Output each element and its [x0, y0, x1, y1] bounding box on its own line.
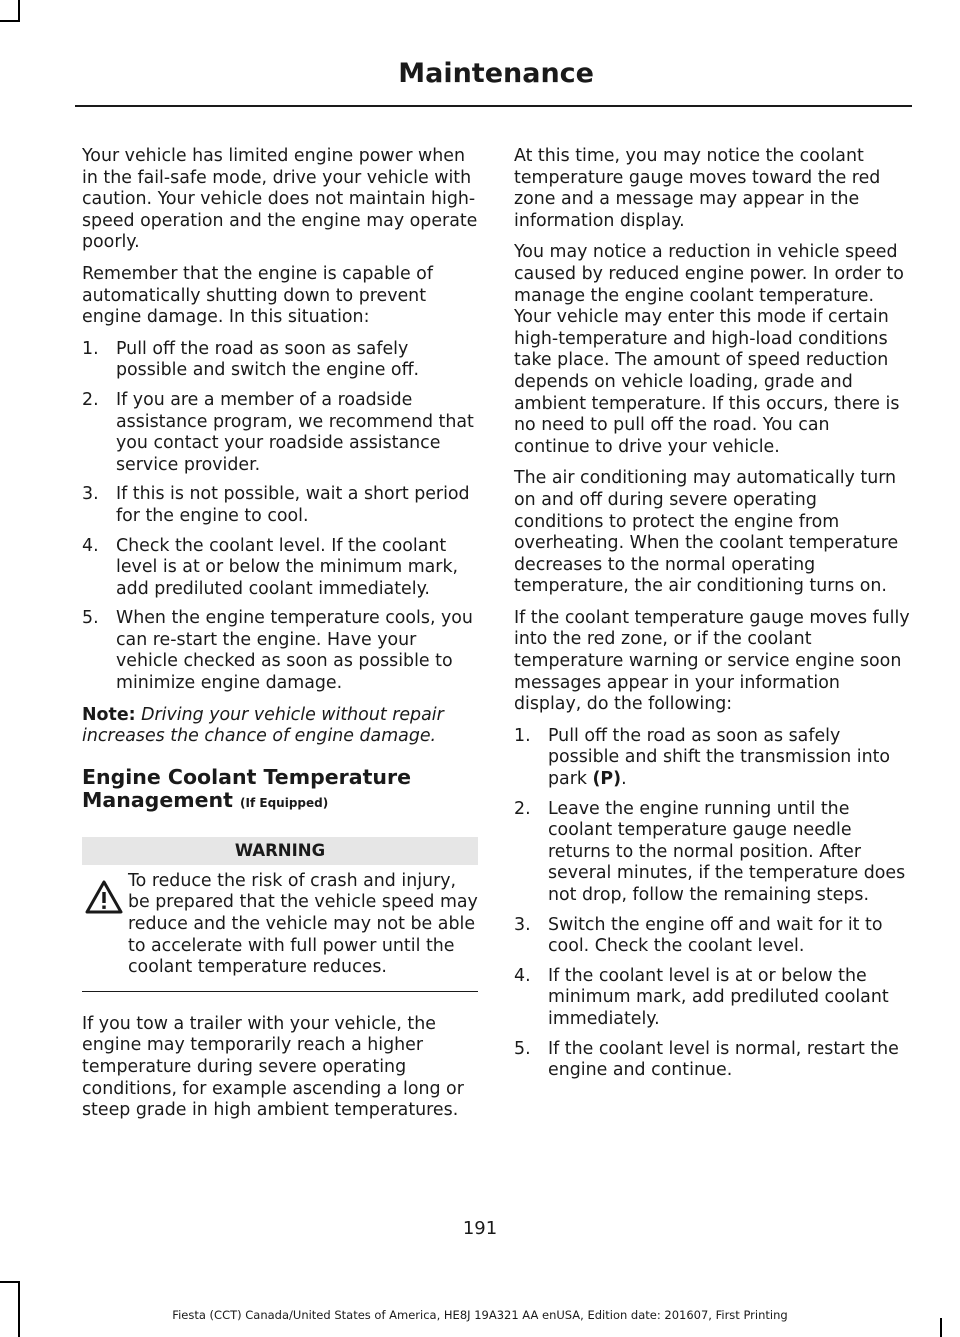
paragraph: If you tow a trailer with your vehicle, the engine may temporarily reach a higher temperature during severe operating conditions, for example ascending a long or steep grade in high ambient temperatures. — [82, 1013, 464, 1121]
step-number: 3. — [514, 914, 531, 935]
paragraph: If the coolant temperature gauge moves fully into the red zone, or if the coolant temperature warning or service engine soon messages appear in your information display, do the following: — [514, 607, 910, 715]
heading-line: Engine Coolant Temperature — [82, 764, 411, 789]
step-text: If you are a member of a roadside assistance program, we recommend that you contact your roadside assistance service provider. — [116, 389, 474, 475]
note-label: Note: — [82, 704, 136, 725]
list-item — [514, 726, 910, 791]
steps-list — [514, 726, 910, 1082]
step-text: When the engine temperature cools, you can re-start the engine. Have your vehicle checked as soon as possible to minimize engine damage. — [116, 608, 473, 694]
footer-text: Fiesta (CCT) Canada/United States of America, HE8J 19A321 AA enUSA, Edition date: 201607, First Printing — [172, 1308, 788, 1322]
step-number: 3. — [82, 484, 99, 505]
step-text: If the coolant level is at or below the minimum mark, add prediluted coolant immediately. — [548, 965, 889, 1029]
list-item — [82, 608, 478, 694]
step-text: Pull off the road as soon as safely possible and shift the transmission into park — [548, 725, 891, 790]
step-text: Pull off the road as soon as safely possible and switch the engine off. — [116, 338, 420, 381]
list-item — [82, 339, 478, 382]
steps-list — [82, 339, 478, 695]
step-number: 5. — [82, 608, 99, 629]
step-text: Check the coolant level. If the coolant level is at or below the minimum mark, add prediluted coolant immediately. — [116, 535, 459, 599]
list-item — [514, 966, 910, 1031]
crop-mark — [18, 0, 20, 22]
note-text: Driving your vehicle without repair increases the chance of engine damage. — [82, 704, 444, 747]
right-column — [514, 146, 910, 1092]
step-number: 5. — [514, 1038, 531, 1059]
step-number: 1. — [82, 338, 99, 359]
step-number: 2. — [514, 798, 531, 819]
paragraph: At this time, you may notice the coolant temperature gauge moves toward the red zone and a message may appear in the information display. — [514, 146, 881, 231]
list-item — [82, 536, 478, 601]
header-rule — [75, 105, 912, 107]
list-item — [82, 484, 478, 527]
warning-rule — [82, 991, 478, 992]
warning-title: WARNING — [82, 837, 478, 865]
list-item — [514, 799, 910, 907]
heading-tag: (If Equipped) — [240, 795, 329, 810]
warning-box — [82, 871, 478, 979]
list-item — [514, 915, 910, 958]
step-number: 1. — [514, 725, 531, 746]
page-number: 191 — [462, 1218, 498, 1239]
page-title: Maintenance — [398, 58, 594, 89]
warning-text: To reduce the risk of crash and injury, be prepared that the vehicle speed may reduce and the vehicle may not be able to accelerate with full power until the coolant temperature reduces. — [128, 870, 478, 978]
step-text: Switch the engine off and wait for it to cool. Check the coolant level. — [548, 914, 883, 957]
left-column — [82, 146, 478, 1132]
step-text: Leave the engine running until the coolant temperature gauge needle returns to the normal position. After several minutes, if the temperature does not drop, follow the remaining steps. — [548, 798, 906, 905]
warning-triangle-icon — [84, 879, 124, 915]
list-item — [514, 1039, 910, 1082]
step-text: If the coolant level is normal, restart the engine and continue. — [548, 1038, 899, 1081]
heading-line: Management — [82, 787, 233, 812]
park-label: (P) — [592, 769, 622, 790]
step-number: 2. — [82, 389, 99, 410]
paragraph: The air conditioning may automatically turn on and off during severe operating conditions to protect the engine from overheating. When the coolant temperature decreases to the normal operating temperature, the air conditioning turns on. — [514, 468, 899, 597]
step-number: 4. — [82, 535, 99, 556]
paragraph: You may notice a reduction in vehicle speed caused by reduced engine power. In order to manage the engine coolant temperature. Your vehicle may enter this mode if certain high-temperature and high-load conditions take place. The amount of speed reduction depends on vehicle loading, grade and ambient temperature. If this occurs, there is no need to pull off the road. You can continue to drive your vehicle. — [514, 242, 904, 457]
paragraph: Your vehicle has limited engine power when in the fail-safe mode, drive your vehicle with caution. Your vehicle does not maintain high-speed operation and the engine may operate poorly. — [82, 146, 478, 253]
list-item — [82, 390, 478, 476]
crop-mark — [0, 20, 20, 22]
paragraph: Remember that the engine is capable of automatically shutting down to prevent engine damage. In this situation: — [82, 263, 433, 328]
step-punct: . — [621, 769, 627, 790]
step-text: If this is not possible, wait a short period for the engine to cool. — [116, 484, 470, 526]
section-heading — [82, 766, 478, 815]
crop-mark — [0, 1281, 20, 1283]
step-number: 4. — [514, 965, 531, 986]
note — [82, 705, 478, 748]
